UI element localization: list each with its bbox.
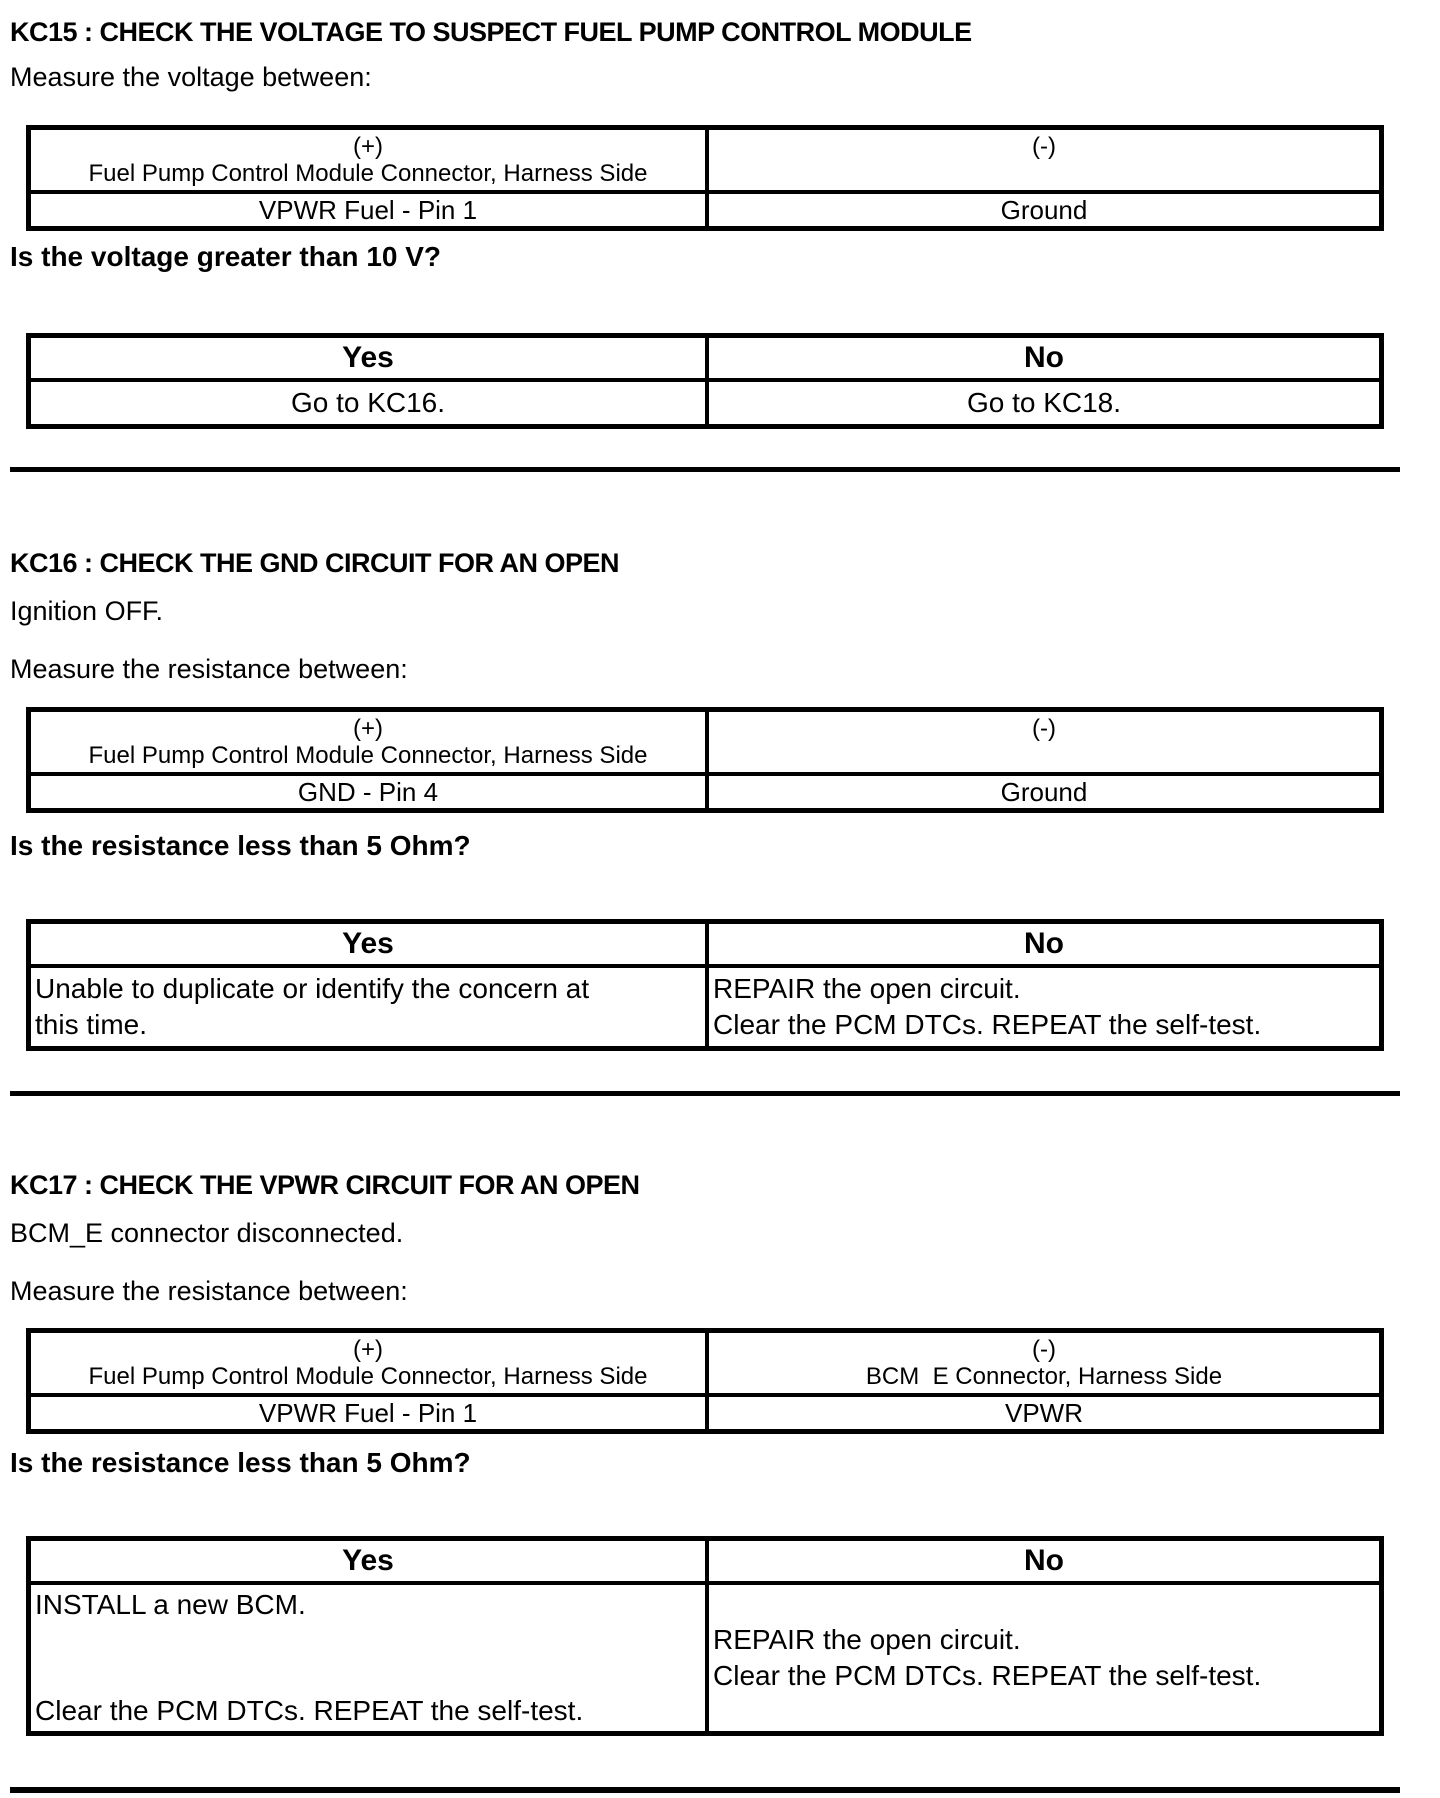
instruction-measure-voltage: Measure the voltage between: [10,62,372,92]
question-text: Is the resistance less than 5 Ohm? [10,830,471,861]
yes-answer-cell: Go to KC16. [290,387,446,418]
no-answer-line: REPAIR the open circuit. [713,973,1021,1004]
section-divider [10,467,1400,472]
answer-header-row [31,924,1379,964]
negative-pin-cell: VPWR [705,1397,1379,1429]
yes-header-cell: Yes [342,341,394,374]
positive-pin-cell: VPWR Fuel - Pin 1 [258,195,478,225]
positive-header-cell [31,712,705,772]
section-divider [10,1091,1400,1096]
instruction-bcm-disconnected: BCM_E connector disconnected. [10,1218,404,1248]
no-answer-line: Clear the PCM DTCs. REPEAT the self-test. [713,1009,1262,1040]
section-kc17 [10,1169,1440,1736]
negative-sign: (-) [1032,1336,1056,1363]
no-answer-line: Clear the PCM DTCs. REPEAT the self-test. [713,1660,1262,1691]
no-answer-cell [705,968,1379,1046]
negative-connector-name [709,742,1379,745]
section-divider [10,1787,1400,1793]
negative-pin-cell: Ground [705,194,1379,226]
answer-table-kc17 [26,1536,1384,1736]
step-heading-kc16: KC16 : CHECK THE GND CIRCUIT FOR AN OPEN [10,548,620,578]
positive-pin-cell: VPWR Fuel - Pin 1 [258,1398,478,1428]
answer-table-kc15 [26,333,1384,429]
step-heading-kc15: KC15 : CHECK THE VOLTAGE TO SUSPECT FUEL PUMP CONTROL MODULE [10,17,972,47]
negative-connector-name: BCM E Connector, Harness Side [865,1363,1223,1390]
negative-header-cell [705,712,1379,772]
no-answer-cell [705,1585,1379,1731]
answer-value-row [31,964,1379,1046]
positive-sign: (+) [353,1336,383,1363]
measurement-header-row [31,130,1379,190]
answer-value-row [31,1581,1379,1731]
yes-answer-cell [31,968,705,1046]
no-header-cell: No [705,924,1379,964]
yes-header-cell: Yes [342,927,394,960]
question-text: Is the voltage greater than 10 V? [10,241,442,272]
measurement-value-row [31,772,1379,808]
answer-header-row [31,1541,1379,1581]
positive-sign: (+) [353,715,383,742]
negative-pin-cell: Ground [705,776,1379,808]
instruction-ignition-off: Ignition OFF. [10,596,164,626]
negative-connector-name [709,160,1379,163]
measurement-table-kc16 [26,707,1384,813]
yes-header-cell: Yes [342,1544,394,1577]
negative-header-cell [705,130,1379,190]
question-text: Is the resistance less than 5 Ohm? [10,1447,471,1478]
positive-connector-name: Fuel Pump Control Module Connector, Harness Side [88,160,648,187]
measurement-table-kc15 [26,125,1384,231]
positive-connector-name: Fuel Pump Control Module Connector, Harness Side [88,742,648,769]
positive-connector-name: Fuel Pump Control Module Connector, Harness Side [88,1363,648,1390]
section-kc15 [10,16,1440,429]
negative-sign: (-) [1032,133,1056,160]
measurement-header-row [31,712,1379,772]
answer-table-kc16 [26,919,1384,1051]
measurement-value-row [31,190,1379,226]
yes-answer-cell [31,1585,705,1731]
positive-header-cell [31,1333,705,1393]
measurement-table-kc17 [26,1328,1384,1434]
negative-sign: (-) [1032,715,1056,742]
answer-value-row [31,378,1379,424]
measurement-value-row [31,1393,1379,1429]
yes-answer-line: INSTALL a new BCM. [35,1589,306,1620]
instruction-measure-resistance: Measure the resistance between: [10,654,408,684]
step-heading-kc17: KC17 : CHECK THE VPWR CIRCUIT FOR AN OPEN [10,1170,640,1200]
no-answer-cell: Go to KC18. [705,382,1379,424]
instruction-measure-resistance: Measure the resistance between: [10,1276,408,1306]
negative-header-cell [705,1333,1379,1393]
yes-answer-line: Clear the PCM DTCs. REPEAT the self-test. [35,1695,584,1726]
positive-header-cell [31,130,705,190]
positive-pin-cell: GND - Pin 4 [297,777,439,807]
positive-sign: (+) [353,133,383,160]
no-header-cell: No [705,1541,1379,1581]
no-header-cell: No [705,338,1379,378]
yes-answer-line: this time. [35,1009,148,1040]
answer-header-row [31,338,1379,378]
measurement-header-row [31,1333,1379,1393]
yes-answer-line: Unable to duplicate or identify the concern at [35,973,590,1004]
no-answer-line: REPAIR the open circuit. [713,1624,1021,1655]
section-kc16 [10,547,1440,1051]
